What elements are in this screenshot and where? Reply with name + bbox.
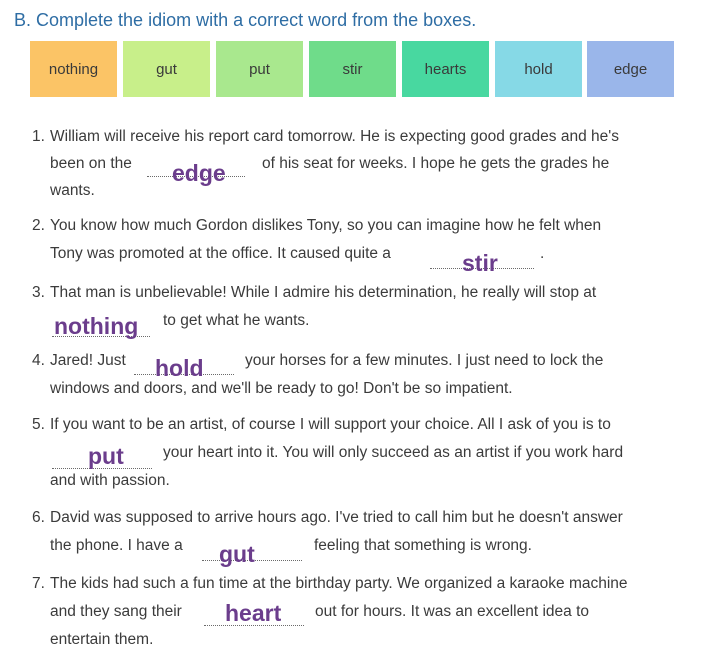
question-text: been on the (50, 155, 132, 172)
question-text: your horses for a few minutes. I just need to lock the (245, 352, 604, 369)
question-item-6 (32, 504, 692, 567)
question-number: 2. (32, 217, 45, 234)
question-text: That man is unbelievable! While I admire his determination, he really will stop at (50, 284, 597, 301)
exercise-instruction: B. Complete the idiom with a correct word from the boxes. (14, 10, 477, 30)
question-item-3 (32, 279, 692, 337)
question-text: . (540, 245, 545, 262)
question-text: windows and doors, and we'll be ready to go! Don't be so impatient. (50, 380, 513, 397)
question-text: If you want to be an artist, of course I will support your choice. All I ask of you is to (50, 416, 611, 433)
question-number: 5. (32, 416, 45, 433)
question-number: 4. (32, 352, 45, 369)
answer-text: hold (155, 355, 204, 381)
question-item-5 (32, 411, 692, 491)
word-box-stir[interactable]: stir (309, 41, 396, 97)
answer-text: put (88, 443, 124, 469)
question-text: entertain them. (50, 631, 154, 648)
word-box-edge[interactable]: edge (587, 41, 674, 97)
question-text: The kids had such a fun time at the birthday party. We organized a karaoke machine (50, 575, 628, 592)
answer-text: edge (172, 160, 226, 186)
question-text: and they sang their (50, 603, 182, 620)
question-item-2 (32, 212, 692, 276)
question-item-1 (32, 123, 692, 207)
question-number: 6. (32, 509, 45, 526)
question-text: David was supposed to arrive hours ago. I've tried to call him but he doesn't answer (50, 509, 623, 526)
answer-text: gut (219, 541, 255, 567)
word-box-hearts[interactable]: hearts (402, 41, 489, 97)
question-number: 3. (32, 284, 45, 301)
question-text: of his seat for weeks. I hope he gets the grades he (262, 155, 610, 172)
word-box-put[interactable]: put (216, 41, 303, 97)
question-text: the phone. I have a (50, 537, 183, 554)
question-text: You know how much Gordon dislikes Tony, so you can imagine how he felt when (50, 217, 602, 234)
word-box-gut[interactable]: gut (123, 41, 210, 97)
word-box-hold[interactable]: hold (495, 41, 582, 97)
question-text: feeling that something is wrong. (314, 537, 532, 554)
question-text: Tony was promoted at the office. It caused quite a (50, 245, 391, 262)
word-box-row (30, 41, 674, 97)
question-number: 7. (32, 575, 45, 592)
question-text: your heart into it. You will only succeed as an artist if you work hard (163, 444, 624, 461)
question-text: out for hours. It was an excellent idea to (315, 603, 589, 620)
answer-text: nothing (54, 313, 139, 339)
question-text: William will receive his report card tomorrow. He is expecting good grades and he's (50, 128, 619, 145)
question-item-4 (32, 347, 692, 403)
answer-text: stir (462, 250, 498, 276)
question-item-7 (32, 570, 692, 654)
question-text: wants. (50, 182, 95, 199)
question-number: 1. (32, 128, 45, 145)
answer-text: heart (225, 600, 282, 626)
word-box-nothing[interactable]: nothing (30, 41, 117, 97)
question-text: and with passion. (50, 472, 170, 489)
question-text: Jared! Just (50, 352, 126, 369)
question-text: to get what he wants. (163, 312, 310, 329)
